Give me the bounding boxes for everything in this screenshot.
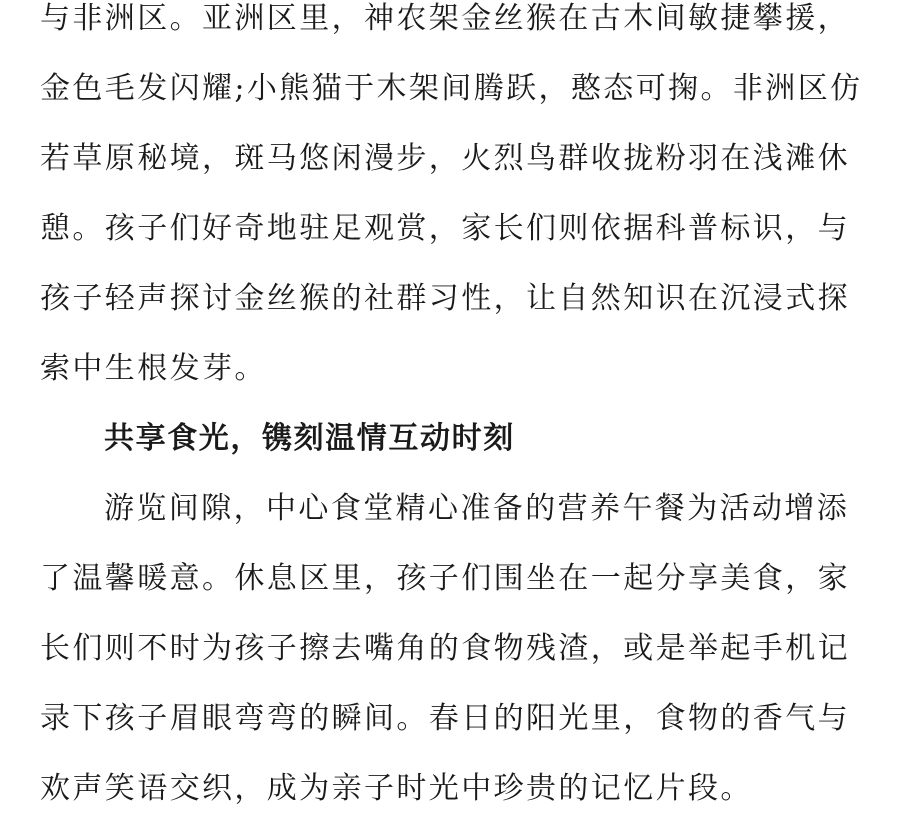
text-line: 了温馨暖意。休息区里，孩子们围坐在一起分享美食，家 — [40, 561, 850, 596]
text-line: 孩子轻声探讨金丝猴的社群习性，让自然知识在沉浸式探 — [40, 281, 850, 316]
text-line: 录下孩子眉眼弯弯的瞬间。春日的阳光里，食物的香气与 — [40, 701, 850, 736]
text-line: 与非洲区。亚洲区里，神农架金丝猴在古木间敏捷攀援， — [40, 1, 850, 36]
document-body — [40, 0, 870, 839]
text-line: 金色毛发闪耀;小熊猫于木架间腾跃，憨态可掬。非洲区仿 — [40, 71, 863, 106]
text-line: 欢声笑语交织，成为亲子时光中珍贵的记忆片段。 — [40, 771, 753, 806]
text-line: 若草原秘境，斑马悠闲漫步，火烈鸟群收拢粉羽在浅滩休 — [40, 141, 850, 176]
text-line: 憩。孩子们好奇地驻足观赏，家长们则依据科普标识，与 — [40, 211, 850, 246]
text-line: 长们则不时为孩子擦去嘴角的食物残渣，或是举起手机记 — [40, 631, 850, 666]
section-heading: 共享食光，镌刻温情互动时刻 — [104, 421, 515, 456]
text-line: 索中生根发芽。 — [40, 351, 267, 386]
text-line: 游览间隙，中心食堂精心准备的营养午餐为活动增添 — [104, 491, 850, 526]
paragraph-animal-zones — [40, 0, 870, 419]
paragraph-lunch — [40, 489, 870, 839]
